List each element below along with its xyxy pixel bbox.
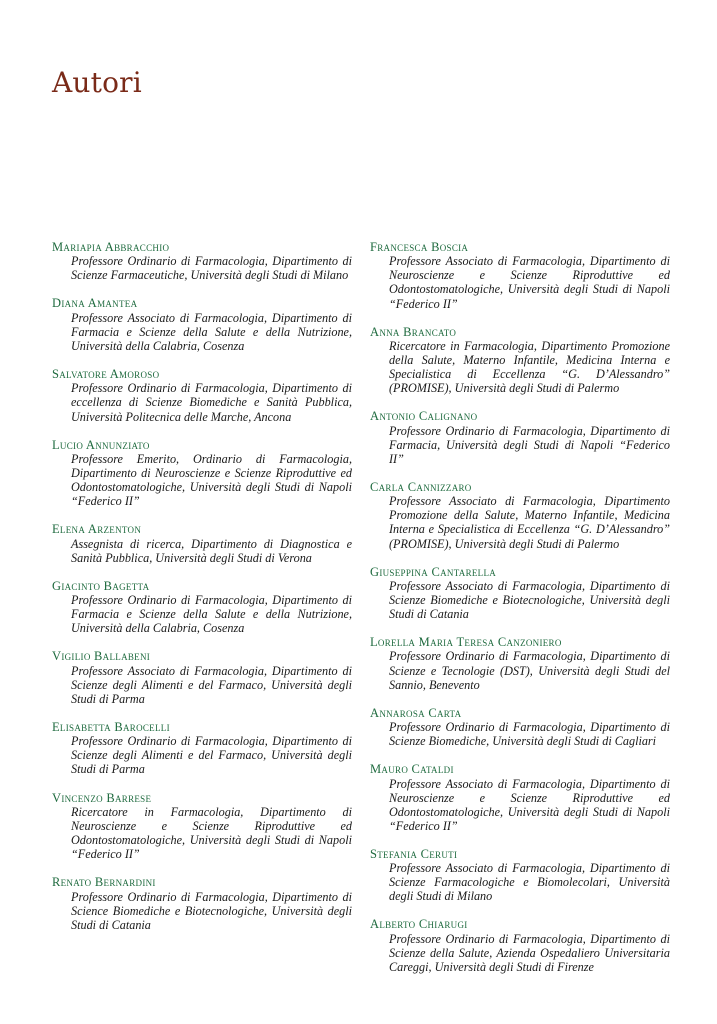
author-name: Vincenzo Barrese <box>52 790 152 805</box>
author-affiliation: Professore Ordinario di Farmacologia, Dipartimento di Scienze della Salute, Azienda Ospedaliero Universitaria Careggi, Università degli Studi di Firenze <box>389 931 670 974</box>
author-affiliation: Professore Ordinario di Farmacologia, Dipartimento di Farmacia e Scienze della Salute e della Nutrizione, Università della Calabria, Cosenza <box>71 593 352 636</box>
author-affiliation: Professore Ordinario di Farmacologia, Dipartimento di Scienze Biomediche, Università degli Studi di Cagliari <box>389 720 670 749</box>
author-affiliation: Professore Ordinario di Farmacologia, Dipartimento di Scienze Farmaceutiche, Università degli Studi di Milano <box>71 254 352 283</box>
author-name: Annarosa Carta <box>370 705 462 720</box>
author-affiliation: Professore Associato di Farmacologia, Dipartimento di Neuroscienze e Scienze Riproduttive ed Odontostomatologiche, Università degli Studi di Napoli “Federico II” <box>389 254 670 311</box>
author-affiliation: Professore Ordinario di Farmacologia, Dipartimento di Science Biomediche e Biotecnologiche, Università degli Studi di Catania <box>71 889 352 932</box>
author-affiliation: Assegnista di ricerca, Dipartimento di Diagnostica e Sanità Pubblica, Università degli Studi di Verona <box>71 536 352 565</box>
author-affiliation: Professore Associato di Farmacologia, Dipartimento di Farmacia e Scienze della Salute e della Nutrizione, Università della Calabria, Cosenza <box>71 310 352 353</box>
authors-column-left <box>52 240 352 932</box>
author-name: Stefania Ceruti <box>370 846 458 861</box>
author-name: Carla Cannizzaro <box>370 479 472 494</box>
author-name: Francesca Boscia <box>370 240 469 254</box>
author-affiliation: Professore Ordinario di Farmacologia, Dipartimento di Scienze e Tecnologie (DST), Università degli Studi del Sannio, Benevento <box>389 649 670 692</box>
author-entry <box>52 438 352 509</box>
author-affiliation: Professore Ordinario di Farmacologia, Dipartimento di eccellenza di Scienze Biomediche e Sanità Pubblica, Università Politecnica delle Marche, Ancona <box>71 381 352 424</box>
author-entry <box>370 240 670 311</box>
author-affiliation: Professore Emerito, Ordinario di Farmacologia, Dipartimento di Neuroscienze e Scienze Riproduttive ed Odontostomatologiche, Università degli Studi di Napoli “Federico II” <box>71 451 352 509</box>
author-entry <box>370 706 670 748</box>
author-entry <box>370 409 670 466</box>
author-entry <box>52 367 352 424</box>
author-entry <box>370 480 670 551</box>
author-affiliation: Professore Ordinario di Farmacologia, Dipartimento di Scienze degli Alimenti e del Farmaco, Università degli Studi di Parma <box>71 734 352 777</box>
author-entry <box>370 847 670 904</box>
author-affiliation: Professore Associato di Farmacologia, Dipartimento di Scienze Biomediche e Biotecnologiche, Università degli Studi di Catania <box>389 578 670 622</box>
author-name: Renato Bernardini <box>52 875 156 890</box>
author-entry <box>370 917 670 974</box>
author-entry <box>370 762 670 833</box>
author-affiliation: Professore Associato di Farmacologia, Dipartimento Promozione della Salute, Materno Infantile, Medicina Interna e Specialistica di Eccellenza “G. D’Alessandro” (PROMISE), Università degli Studi di Palermo <box>389 494 670 551</box>
author-affiliation: Ricercatore in Farmacologia, Dipartimento di Neuroscienze e Scienze Riproduttive ed Odontostomatologiche, Università degli Studi di Napoli “Federico II” <box>71 804 352 862</box>
author-name: Mariapia Abbracchio <box>52 240 170 254</box>
author-name: Alberto Chiarugi <box>370 917 468 932</box>
author-entry <box>52 649 352 706</box>
author-name: Vigilio Ballabeni <box>52 649 151 664</box>
author-entry <box>52 875 352 932</box>
author-name: Anna Brancato <box>370 324 457 339</box>
author-name: Giuseppina Cantarella <box>370 564 497 579</box>
author-name: Elisabetta Barocelli <box>52 719 170 734</box>
author-affiliation: Ricercatore in Farmacologia, Dipartimento Promozione della Salute, Materno Infantile, Medicina Interna e Specialistica di Eccellenza “G. D’Alessandro” (PROMISE), Università degli Studi di Palermo <box>389 338 670 396</box>
author-entry <box>52 296 352 353</box>
author-name: Antonio Calignano <box>370 409 478 424</box>
author-affiliation: Professore Associato di Farmacologia, Dipartimento di Scienze degli Alimenti e del Farmaco, Università degli Studi di Parma <box>71 663 352 706</box>
author-entry <box>370 565 670 622</box>
author-name: Lucio Annunziato <box>52 437 150 452</box>
author-entry <box>52 579 352 636</box>
author-entry <box>52 720 352 777</box>
page-title: Autori <box>52 66 142 99</box>
authors-column-right <box>370 240 670 974</box>
author-name: Giacinto Bagetta <box>52 578 150 593</box>
author-name: Mauro Cataldi <box>370 762 454 777</box>
author-name: Elena Arzenton <box>52 522 142 537</box>
author-entry <box>52 240 352 282</box>
author-affiliation: Professore Associato di Farmacologia, Dipartimento di Neuroscienze e Scienze Riproduttive ed Odontostomatologiche, Università degli Studi di Napoli “Federico II” <box>389 776 670 833</box>
author-affiliation: Professore Ordinario di Farmacologia, Dipartimento di Farmacia, Università degli Studi di Napoli “Federico II” <box>389 423 670 466</box>
author-entry <box>370 635 670 692</box>
author-name: Lorella Maria Teresa Canzoniero <box>370 635 562 650</box>
author-affiliation: Professore Associato di Farmacologia, Dipartimento di Scienze Farmacologiche e Biomolecolari, Università degli Studi di Milano <box>389 861 670 904</box>
author-entry <box>52 791 352 862</box>
author-entry <box>52 522 352 564</box>
author-entry <box>370 325 670 396</box>
author-name: Salvatore Amoroso <box>52 367 160 382</box>
author-name: Diana Amantea <box>52 296 138 311</box>
